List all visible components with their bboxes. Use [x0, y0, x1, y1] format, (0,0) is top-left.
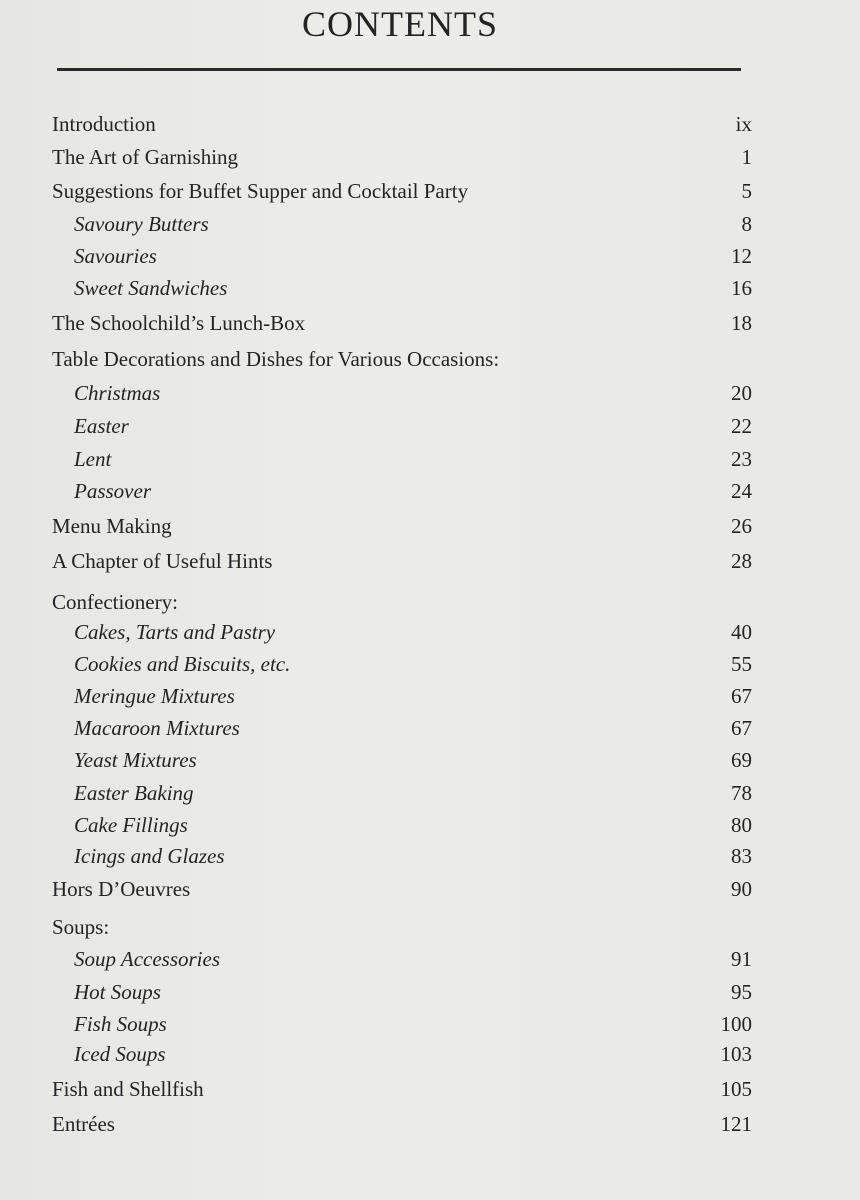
toc-subentry: [74, 779, 752, 809]
toc-subentry: [74, 842, 752, 872]
toc-subentry: [74, 210, 752, 240]
toc-subentry: [74, 945, 752, 975]
toc-entry-label: Icings and Glazes: [74, 844, 225, 868]
toc-entry: [52, 345, 752, 375]
toc-page-number: 26: [731, 514, 752, 538]
toc-entry-label: Passover: [74, 479, 151, 503]
toc-entry-label: Easter Baking: [74, 781, 194, 805]
toc-entry-label: Macaroon Mixtures: [74, 716, 240, 740]
page-title: CONTENTS: [302, 4, 498, 44]
toc-entry-label: Suggestions for Buffet Supper and Cocktail Party: [52, 179, 469, 203]
toc-entry: [52, 588, 752, 618]
toc-entry: [52, 512, 752, 542]
toc-entry: [52, 875, 752, 905]
toc-entry-label: Entrées: [52, 1112, 115, 1136]
toc-entry: [52, 110, 752, 140]
toc-page-number: 28: [731, 549, 752, 573]
toc-entry-label: Soups:: [52, 915, 110, 939]
toc-entry: [52, 143, 752, 173]
toc-subentry: [74, 1010, 752, 1040]
toc-page-number: ix: [735, 112, 752, 136]
toc-subentry: [74, 477, 752, 507]
toc-subentry: [74, 650, 752, 680]
toc-entry-label: Soup Accessories: [74, 947, 221, 971]
toc-page-number: 95: [731, 980, 752, 1004]
toc-subentry: [74, 714, 752, 744]
toc-subentry: [74, 379, 752, 409]
toc-entry-label: A Chapter of Useful Hints: [52, 549, 273, 573]
toc-subentry: [74, 274, 752, 304]
toc-entry-label: Fish and Shellfish: [52, 1077, 204, 1101]
toc-page-number: 100: [720, 1012, 752, 1036]
toc-entry-label: Savouries: [74, 244, 157, 268]
toc-entry: [52, 1110, 752, 1140]
toc-entry-label: Fish Soups: [74, 1012, 167, 1036]
toc-page-number: 23: [731, 447, 752, 471]
toc-entry-label: Yeast Mixtures: [74, 748, 197, 772]
toc-page-number: 67: [731, 716, 752, 740]
toc-page-number: 1: [741, 145, 752, 169]
toc-page-number: 22: [731, 414, 752, 438]
toc-entry-label: Iced Soups: [74, 1042, 166, 1066]
toc-entry-label: Lent: [74, 447, 112, 471]
toc-entry-label: Savoury Butters: [74, 212, 209, 236]
toc-page-number: 90: [731, 877, 752, 901]
toc-entry-label: The Schoolchild’s Lunch-Box: [52, 311, 306, 335]
toc-subentry: [74, 1040, 752, 1070]
toc-subentry: [74, 412, 752, 442]
toc-entry-label: Menu Making: [52, 514, 172, 538]
toc-entry: [52, 177, 752, 207]
toc-page-number: 55: [731, 652, 752, 676]
toc-page-number: 105: [720, 1077, 752, 1101]
toc-entry: [52, 547, 752, 577]
toc-entry-label: Meringue Mixtures: [74, 684, 235, 708]
toc-page-number: 69: [731, 748, 752, 772]
toc-entry-label: Cakes, Tarts and Pastry: [74, 620, 276, 644]
toc-page-number: 24: [731, 479, 752, 503]
toc-subentry: [74, 811, 752, 841]
toc-page-number: 18: [731, 311, 752, 335]
toc-entry-label: Hot Soups: [74, 980, 161, 1004]
toc-entry: [52, 309, 752, 339]
toc-page-number: 40: [731, 620, 752, 644]
toc-page-number: 67: [731, 684, 752, 708]
toc-entry: [52, 1075, 752, 1105]
toc-entry-label: Hors D’Oeuvres: [52, 877, 191, 901]
toc-page-number: 5: [741, 179, 752, 203]
toc-entry-label: Christmas: [74, 381, 161, 405]
toc-page-number: 8: [741, 212, 752, 236]
toc-subentry: [74, 242, 752, 272]
toc-entry-label: Easter: [74, 414, 129, 438]
toc-entry-label: Cookies and Biscuits, etc.: [74, 652, 291, 676]
toc-page-number: 83: [731, 844, 752, 868]
toc-page-number: 12: [731, 244, 752, 268]
toc-entry-label: The Art of Garnishing: [52, 145, 239, 169]
toc-subentry: [74, 978, 752, 1008]
toc-page-number: 91: [731, 947, 752, 971]
toc-entry-label: Sweet Sandwiches: [74, 276, 228, 300]
toc-subentry: [74, 746, 752, 776]
toc-entry-label: Cake Fillings: [74, 813, 188, 837]
toc-subentry: [74, 682, 752, 712]
toc-page-number: 20: [731, 381, 752, 405]
toc-page-number: 121: [720, 1112, 752, 1136]
toc-subentry: [74, 445, 752, 475]
toc-entry: [52, 913, 752, 943]
toc-entry-label: Confectionery:: [52, 590, 178, 614]
toc-page-number: 16: [731, 276, 752, 300]
toc-page-number: 78: [731, 781, 752, 805]
toc-entry-label: Introduction: [52, 112, 156, 136]
toc-page-number: 80: [731, 813, 752, 837]
toc-page-number: 103: [720, 1042, 752, 1066]
toc-subentry: [74, 618, 752, 648]
toc-entry-label: Table Decorations and Dishes for Various Occasions:: [52, 347, 500, 371]
